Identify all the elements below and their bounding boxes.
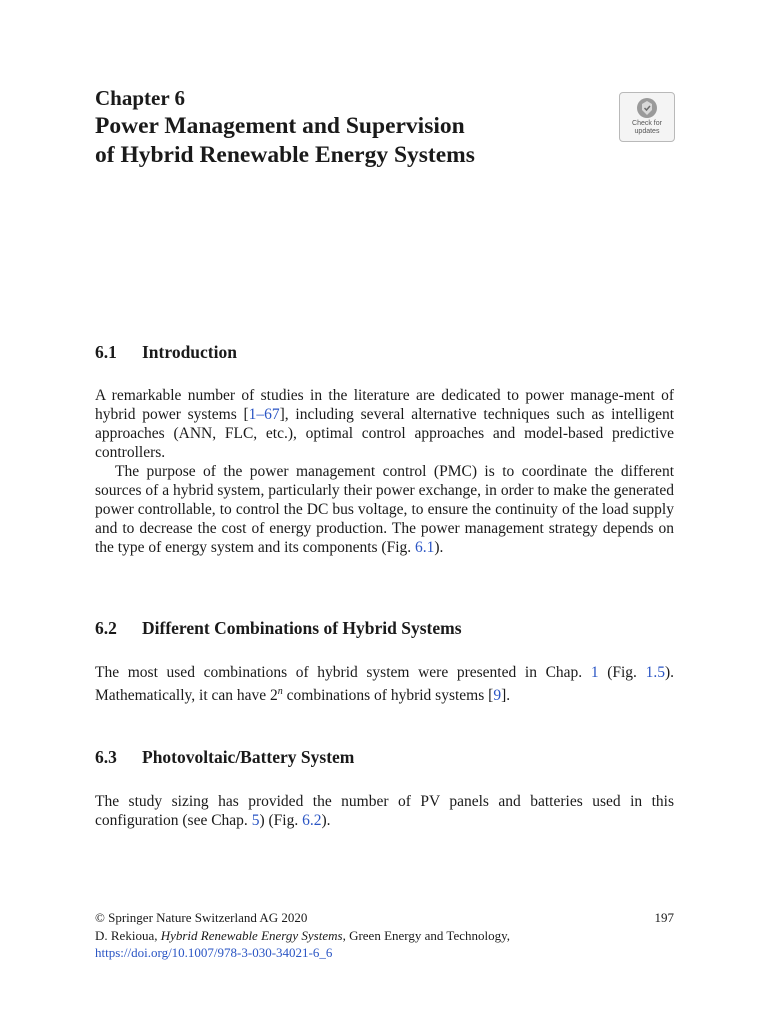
badge-text <box>632 120 662 135</box>
citation-link[interactable]: 9 <box>493 687 502 705</box>
section-heading-pv-battery <box>95 747 354 768</box>
text-run: ]. <box>501 687 511 705</box>
footer-row <box>95 909 674 927</box>
introduction-body <box>95 386 674 557</box>
book-title: Hybrid Renewable Energy Systems <box>160 927 343 943</box>
badge-line-1: Check for <box>632 120 662 127</box>
copyright-notice: © Springer Nature Switzerland AG 2020 <box>95 910 308 925</box>
text-run: ). <box>434 539 444 556</box>
section-title: Introduction <box>142 342 237 362</box>
text-run: A remarkable number of studies in the literature are dedicated to power manage-ment of hybrid power systems [ <box>95 387 674 423</box>
text-run: The most used combinations of hybrid system were presented in Chap. <box>95 664 591 681</box>
figure-link[interactable]: 1.5 <box>645 664 665 681</box>
superscript: n <box>277 686 283 697</box>
citation-link[interactable]: 1–67 <box>248 406 280 423</box>
section-number: 6.2 <box>95 618 117 638</box>
chapter-link[interactable]: 5 <box>251 812 260 829</box>
text-run: (Fig. <box>598 664 646 681</box>
series: , Green Energy and Technology, <box>342 927 511 943</box>
text-run: ], including several alternative techniques such as intelligent approaches (ANN, FLC, etc.), optimal control approaches and model-based predictive controllers. <box>95 406 675 461</box>
figure-link[interactable]: 6.2 <box>302 812 322 829</box>
page-number: 197 <box>654 910 674 925</box>
section-title: Different Combinations of Hybrid Systems <box>142 618 462 638</box>
text-run: ). Mathematically, it can have 2 <box>95 664 674 705</box>
chapter-title-line-2: of Hybrid Renewable Energy Systems <box>95 142 475 168</box>
chapter-title-line-1: Power Management and Supervision <box>95 113 465 139</box>
paragraph <box>95 663 674 705</box>
check-for-updates-icon <box>636 97 658 119</box>
text-run: The study sizing has provided the number of PV panels and batteries used in this configuration (see Chap. <box>95 793 674 829</box>
section-number: 6.3 <box>95 747 117 767</box>
paragraph <box>95 386 674 462</box>
chapter-link[interactable]: 1 <box>590 664 599 681</box>
figure-link[interactable]: 6.1 <box>415 539 435 556</box>
chapter-title <box>95 112 615 170</box>
doi-link[interactable]: https://doi.org/10.1007/978-3-030-34021-6_6 <box>95 945 333 960</box>
paragraph <box>95 462 674 557</box>
section-heading-combinations <box>95 618 462 639</box>
badge-line-2: updates <box>634 127 660 135</box>
text-run: combinations of hybrid systems [ <box>282 687 494 705</box>
check-for-updates-badge[interactable] <box>619 92 675 142</box>
footer <box>95 909 674 962</box>
combinations-body <box>95 663 674 705</box>
paragraph <box>95 792 674 830</box>
section-title: Photovoltaic/Battery System <box>142 747 355 767</box>
text-run: The purpose of the power management control (PMC) is to coordinate the different sources of a hybrid system, particularly their power exchange, in order to make the generated power controllable, to control the DC bus voltage, to ensure the continuity of the load supply and to decrease the cost of energy production. The power management strategy depends on the type of energy system and its components (Fig. <box>95 463 674 556</box>
citation-line <box>95 927 674 945</box>
section-number: 6.1 <box>95 342 117 362</box>
section-heading-introduction <box>95 342 237 363</box>
chapter-label: Chapter 6 <box>95 86 186 110</box>
text-run: ) (Fig. <box>259 812 303 829</box>
author: D. Rekioua, <box>95 927 161 943</box>
text-run: ). <box>321 812 331 829</box>
pv-battery-body <box>95 792 674 830</box>
